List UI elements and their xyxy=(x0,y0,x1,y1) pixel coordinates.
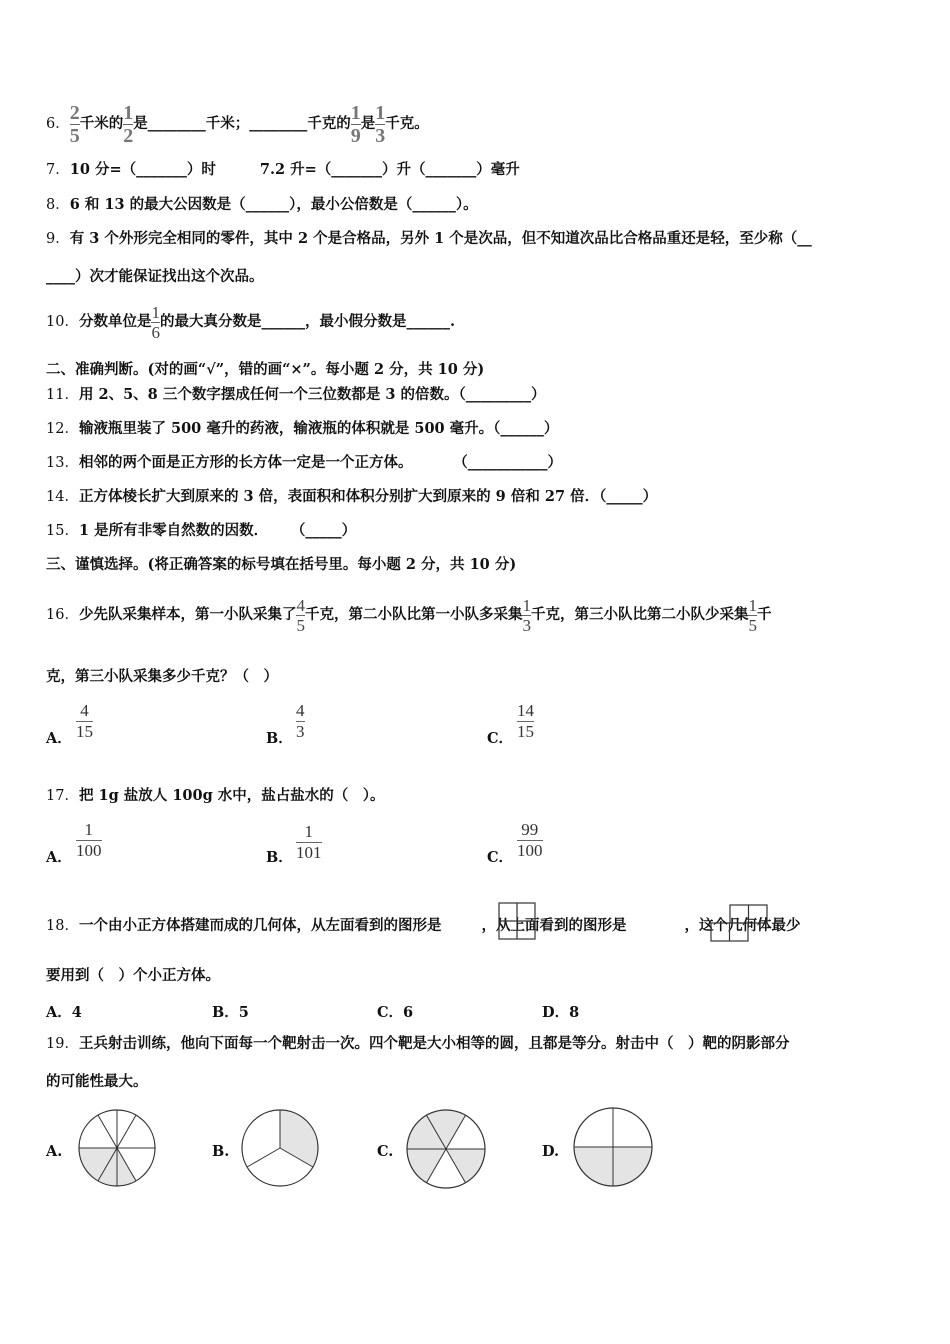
question-number: 16． xyxy=(46,607,79,623)
target-c-circle xyxy=(405,1108,487,1190)
question-number: 18． xyxy=(46,918,79,934)
q7-part-a: 10 分=（_______）时 xyxy=(69,161,216,178)
fraction-2-5: $\frac{2}{5}$ xyxy=(69,101,80,147)
question-number: 10． xyxy=(46,314,79,330)
q17-option-b-label: B． xyxy=(266,849,293,866)
q16-option-c-fraction: 14 15 xyxy=(517,701,534,741)
q19-option-b-label: B. xyxy=(212,1143,230,1160)
fraction-1-6: $\frac{1}{6}$ xyxy=(151,302,160,342)
fraction-1-3: $\frac{1}{3}$ xyxy=(375,101,386,147)
q19-option-a-label: A. xyxy=(46,1143,63,1160)
question-text: 有 3 个外形完全相同的零件，其中 2 个是合格品，另外 1 个是次品，但不知道次品比合格品重还是轻，至少称（__ xyxy=(69,230,812,247)
question-9-line1 xyxy=(46,229,812,249)
question-number: 17． xyxy=(46,788,79,804)
section-3-heading: 三、谨慎选择。(将正确答案的标号填在括号里。每小题 2 分，共 10 分) xyxy=(46,556,517,573)
q17-option-b-fraction: 1 101 xyxy=(296,822,322,862)
q17-option-a-fraction: 1 100 xyxy=(76,820,102,860)
q16-option-a-fraction: 4 15 xyxy=(76,701,93,741)
question-8 xyxy=(46,195,478,215)
target-a-circle xyxy=(77,1108,157,1188)
question-14: 14．正方体棱长扩大到原来的 3 倍，表面积和体积分别扩大到原来的 9 倍和 27 倍．（_____） xyxy=(46,488,658,505)
section-2-heading: 二、准确判断。(对的画“√”，错的画“×”。每小题 2 分，共 10 分) xyxy=(46,361,485,378)
question-16-line2: 克，第三小队采集多少千克？（ ） xyxy=(46,668,278,685)
q18-option-a: A．4 xyxy=(46,1004,82,1021)
question-number: 14． xyxy=(46,489,79,505)
question-13: 13．相邻的两个面是正方形的长方体一定是一个正方体。 （___________） xyxy=(46,454,562,471)
q16-option-c-label: C． xyxy=(487,730,514,747)
question-number: 8． xyxy=(46,197,70,213)
q16-option-b-fraction: 4 3 xyxy=(296,701,305,741)
question-15: 15．1 是所有非零自然数的因数． （_____） xyxy=(46,522,357,539)
target-d-circle xyxy=(572,1106,654,1188)
top-view-figure xyxy=(710,904,770,944)
q18-option-c: C．6 xyxy=(377,1004,414,1021)
fraction-1-5: $\frac{1}{5}$ xyxy=(748,595,757,635)
question-10: 10．分数单位是 $\frac{1}{6}$ 的最大真分数是______，最小假分数是______. xyxy=(46,302,455,342)
question-19-line2: 的可能性最大。 xyxy=(46,1073,148,1090)
question-number: 7． xyxy=(46,162,70,178)
question-number: 13． xyxy=(46,455,79,471)
fraction-1-2: $\frac{1}{2}$ xyxy=(123,101,134,147)
q16-option-b-label: B． xyxy=(266,730,293,747)
question-text: ____）次才能保证找出这个次品。 xyxy=(46,268,264,285)
question-number: 6． xyxy=(46,116,70,132)
left-view-figure xyxy=(498,902,538,942)
q17-option-c-fraction: 99 100 xyxy=(517,820,543,860)
question-18-line2: 要用到（ ）个小正方体。 xyxy=(46,967,220,984)
question-text: 6 和 13 的最大公因数是（______），最小公倍数是（______）。 xyxy=(69,196,478,213)
question-number: 12． xyxy=(46,421,79,437)
q18-option-b: B．5 xyxy=(212,1004,249,1021)
question-18-line1: 18．一个由小正方体搭建而成的几何体，从左面看到的图形是 ，从上面看到的图形是 ，这个几何体最少 xyxy=(46,917,801,934)
fraction-1-3: $\frac{1}{3}$ xyxy=(522,595,531,635)
q19-option-d-label: D. xyxy=(542,1143,560,1160)
question-number: 9． xyxy=(46,231,70,247)
q19-option-c-label: C. xyxy=(377,1143,394,1160)
q16-option-a-label: A． xyxy=(46,730,72,747)
question-19-line1: 19．王兵射击训练，他向下面每一个靶射击一次。四个靶是大小相等的圆，且都是等分。射击中（ ）靶的阴影部分 xyxy=(46,1035,790,1052)
question-7 xyxy=(46,160,520,180)
q17-option-c-label: C． xyxy=(487,849,514,866)
question-6: 6． $\frac{2}{5}$ 千米的 $\frac{1}{2}$ 是________千米；________千克的 $\frac{1}{9}$ 是 $\frac{1}{3}$ 千克。 xyxy=(46,101,429,147)
question-17: 17．把 1g 盐放人 100g 水中，盐占盐水的（ ）。 xyxy=(46,787,385,804)
question-16-line1: 16．少先队采集样本，第一小队采集了 $\frac{4}{5}$ 千克，第二小队比第一小队多采集 $\frac{1}{3}$ 千克，第三小队比第二小队少采集 $\frac{1}{5}$ 千 xyxy=(46,595,772,635)
fraction-4-5: $\frac{4}{5}$ xyxy=(296,595,305,635)
question-number: 11． xyxy=(46,387,79,403)
q17-option-a-label: A． xyxy=(46,849,72,866)
fraction-1-9: $\frac{1}{9}$ xyxy=(350,101,361,147)
question-12: 12．输液瓶里装了 500 毫升的药液，输液瓶的体积就是 500 毫升。（______） xyxy=(46,420,559,437)
q18-option-d: D．8 xyxy=(542,1004,580,1021)
question-9-line2 xyxy=(46,267,264,287)
question-11: 11．用 2、5、8 三个数字摆成任何一个三位数都是 3 的倍数。（_________） xyxy=(46,386,546,403)
target-b-circle xyxy=(240,1108,320,1188)
question-number: 19． xyxy=(46,1036,79,1052)
q7-part-b: 7.2 升=（_______）升（_______）毫升 xyxy=(259,161,520,178)
question-number: 15． xyxy=(46,523,79,539)
